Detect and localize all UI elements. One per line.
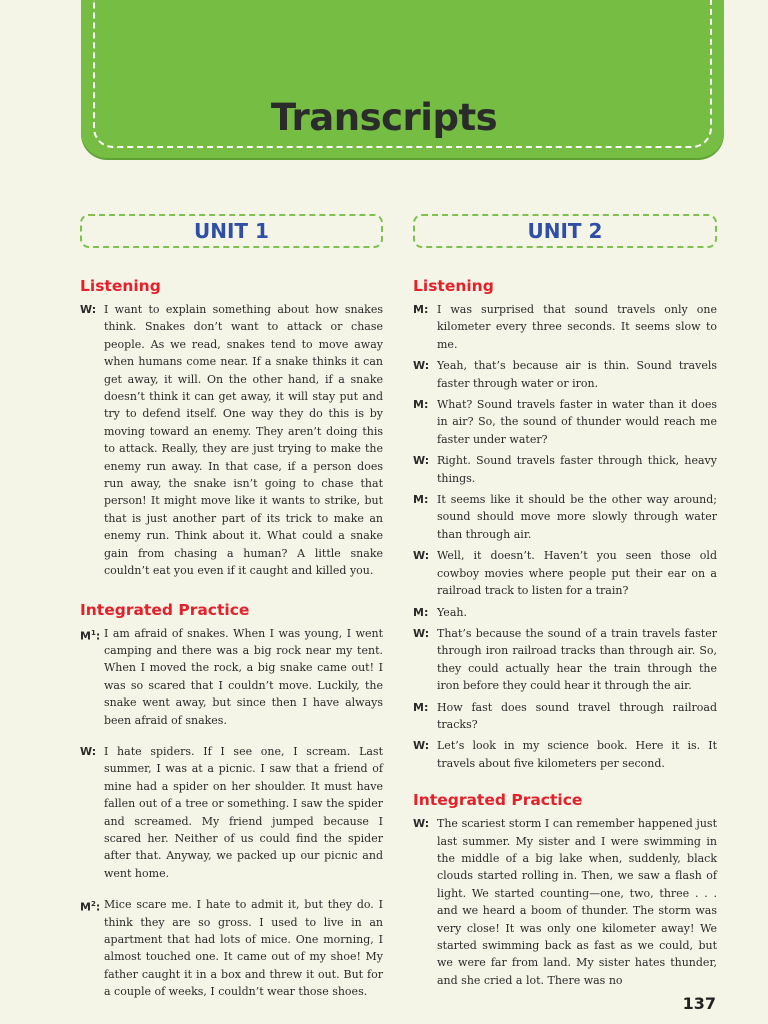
unit1-heading-box [80, 214, 383, 248]
dialogue-line [80, 896, 383, 1000]
speaker-label: W: [413, 739, 430, 753]
dialogue-line [413, 815, 717, 989]
page-number: 137 [682, 994, 716, 1013]
dialogue-text: I hate spiders. If I see one, I scream. Last summer, I was at a picnic. I saw that a friend of mine had a spider on her shoulder. It must have fallen out of a tree or something. I saw the spider and screamed. My friend jumped because I scared her. Neither of us could find the spider after that. Anyway, we packed up our picnic and went home. [104, 744, 383, 880]
dialogue-line [413, 452, 717, 487]
unit1-heading: UNIT 1 [194, 219, 269, 243]
dialogue-text: Let’s look in my science book. Here it is. It travels about five kilometers per second. [437, 739, 717, 770]
dialogue-text: Well, it doesn’t. Haven’t you seen those old cowboy movies where people put their ear on a railroad track to listen for a train? [437, 549, 717, 598]
dialogue-text: I want to explain something about how snakes think. Snakes don’t want to attack or chase people. As we read, snakes tend to move away when humans come near. If a snake thinks it can get away, it will. On the other hand, if a snake doesn’t think it can get away, it will stay put and try to defend itself. One way they do this is by moving toward an enemy. They aren’t doing this to attack. Really, they are just trying to make the enemy run away. In that case, if a person does run away, the snake isn’t going to chase that person! It might move like it wants to strike, but that is just another part of its trick to make an enemy run. Think about it. What could a snake gain from chasing a human? A little snake couldn’t eat you even if it caught and killed you. [104, 303, 383, 578]
dialogue-text: The scariest storm I can remember happened just last summer. My sister and I were swimming in the middle of a big lake when, suddenly, black clouds started rolling in. Then, we saw a flash of light. We started counting—one, two, three . . . and we heard a boom of thunder. The storm was very close! It was only one kilometer away! We started swimming back as fast as we could, but we were far from land. My sister hates thunder, and she cried a lot. There was no [437, 817, 717, 987]
dialogue-line [413, 699, 717, 734]
dialogue-line [413, 604, 717, 621]
dialogue-line [413, 357, 717, 392]
unit2-practice-heading: Integrated Practice [413, 791, 583, 810]
speaker-label: W: [413, 817, 430, 831]
unit1-listening-transcript [80, 301, 383, 580]
speaker-label: M: [413, 398, 429, 412]
speaker-label: $M^2$: [80, 900, 101, 914]
dialogue-line [413, 301, 717, 353]
dialogue-text: That’s because the sound of a train travels faster through iron railroad tracks than through air. So, they could actually hear the train through the iron before they could hear it through the air. [437, 626, 717, 693]
unit2-listening-heading: Listening [413, 277, 494, 295]
speaker-label: W: [413, 454, 430, 468]
unit2-column [413, 214, 717, 989]
speaker-label: M: [413, 303, 429, 316]
dialogue-text: Mice scare me. I hate to admit it, but they do. I think they are so gross. I used to live in an apartment that had lots of mice. One morning, I almost touched one. It came out of my shoe! My father caught it in a box and threw it out. But for a couple of weeks, I couldn’t wear those shoes. [104, 898, 383, 999]
speaker-label: W: [80, 303, 97, 316]
speaker-label: M: [413, 605, 429, 619]
dialogue-text: Yeah. [437, 605, 467, 619]
speaker-label: $M^1$: [80, 628, 101, 643]
unit2-heading: UNIT 2 [527, 219, 603, 243]
speaker-label: W: [413, 626, 430, 640]
dialogue-text: I am afraid of snakes. When I was young, I went camping and there was a big rock near my tent. When I moved the rock, a big snake came out! I was so scared that I couldn’t move. Luckily, the snake went away, but since then I have always been afraid of snakes. [104, 626, 383, 727]
dialogue-line [80, 743, 383, 882]
dialogue-line [80, 625, 383, 729]
dialogue-line [80, 301, 383, 580]
dialogue-text: How fast does sound travel through railroad tracks? [437, 700, 717, 731]
unit2-practice-transcript [413, 815, 717, 989]
unit2-heading-box [413, 214, 717, 248]
dialogue-line [413, 491, 717, 543]
dialogue-line [413, 396, 717, 448]
dialogue-line [413, 625, 717, 695]
speaker-label: M: [413, 493, 429, 507]
dialogue-text: Right. Sound travels faster through thick, heavy things. [437, 454, 717, 485]
unit1-column [80, 214, 383, 1001]
page-title: Transcripts [270, 96, 498, 139]
speaker-label: M: [413, 700, 429, 714]
unit1-listening-heading: Listening [80, 277, 161, 295]
unit1-practice-heading: Integrated Practice [80, 600, 250, 619]
speaker-label: W: [413, 549, 430, 563]
dialogue-line [413, 737, 717, 772]
dialogue-text: Yeah, that’s because air is thin. Sound travels faster through water or iron. [437, 359, 717, 390]
dialogue-line [413, 547, 717, 599]
dialogue-text: What? Sound travels faster in water than it does in air? So, the sound of thunder would reach me faster under water? [437, 398, 717, 446]
dialogue-text: It seems like it should be the other way around; sound should move more slowly through water than through air. [437, 493, 717, 541]
unit1-practice-transcript [80, 625, 383, 1001]
speaker-label: W: [413, 359, 430, 373]
speaker-label: W: [80, 744, 97, 758]
dialogue-text: I was surprised that sound travels only one kilometer every three seconds. It seems slow to me. [437, 303, 717, 351]
unit2-listening-transcript [413, 301, 717, 772]
